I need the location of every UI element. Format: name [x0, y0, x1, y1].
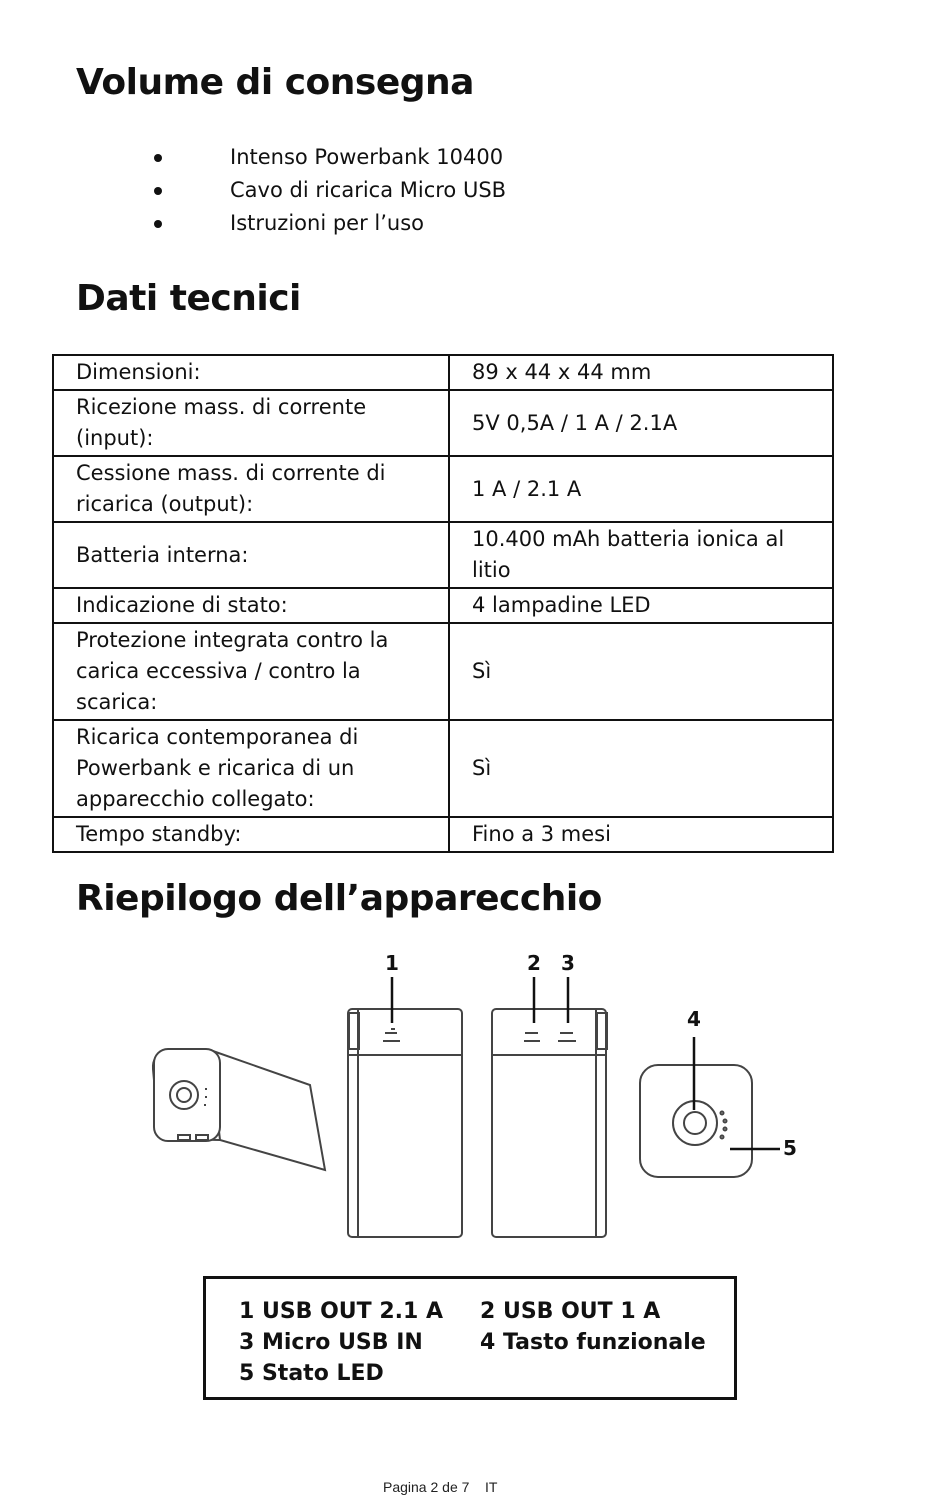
page-footer: Pagina 2 de 7 IT	[383, 1479, 498, 1495]
table-row	[53, 355, 833, 390]
list-item	[150, 141, 506, 174]
table-row	[53, 522, 833, 588]
spec-key: Indicazione di stato:	[53, 588, 449, 623]
legend-item: 1 USB OUT 2.1 A	[239, 1299, 443, 1324]
legend-item: 4 Tasto funzionale	[480, 1330, 706, 1355]
table-row	[53, 456, 833, 522]
powerbank-front-view	[640, 1065, 752, 1177]
device-overview-figure	[140, 945, 820, 1245]
legend-item: 3 Micro USB IN	[239, 1330, 423, 1355]
spec-key: Protezione integrata contro la carica eccessiva / contro la scarica:	[53, 623, 449, 720]
list-item	[150, 207, 506, 240]
table-row	[53, 588, 833, 623]
callout-3: 3	[561, 951, 575, 975]
list-item-text: Cavo di ricarica Micro USB	[230, 178, 507, 202]
powerbank-side-view-2	[492, 1009, 607, 1237]
delivery-list	[150, 141, 506, 240]
spec-value: 4 lampadine LED	[449, 588, 833, 623]
legend-item: 5 Stato LED	[239, 1361, 384, 1386]
spec-key: Ricarica contemporanea di Powerbank e ricarica di un apparecchio collegato:	[53, 720, 449, 817]
spec-value: 89 x 44 x 44 mm	[449, 355, 833, 390]
powerbank-side-view-1	[348, 1009, 462, 1237]
powerbank-angled-view	[153, 1049, 325, 1170]
spec-table	[52, 354, 834, 853]
table-row	[53, 720, 833, 817]
powerbank-illustration	[140, 945, 820, 1245]
table-row	[53, 817, 833, 852]
spec-value: 5V 0,5A / 1 A / 2.1A	[449, 390, 833, 456]
spec-value: Sì	[449, 720, 833, 817]
list-item-text: Intenso Powerbank 10400	[230, 145, 504, 169]
legend-box	[203, 1276, 737, 1400]
callout-5: 5	[783, 1136, 797, 1160]
list-item-text: Istruzioni per l’uso	[230, 211, 425, 235]
spec-key: Ricezione mass. di corrente (input):	[53, 390, 449, 456]
table-row	[53, 390, 833, 456]
spec-key: Tempo standby:	[53, 817, 449, 852]
spec-value: Fino a 3 mesi	[449, 817, 833, 852]
spec-key: Cessione mass. di corrente di ricarica (output):	[53, 456, 449, 522]
overview-heading: Riepilogo dell’apparecchio	[76, 878, 602, 919]
spec-value: 1 A / 2.1 A	[449, 456, 833, 522]
callout-1: 1	[385, 951, 399, 975]
delivery-heading: Volume di consegna	[76, 62, 474, 103]
spec-key: Dimensioni:	[53, 355, 449, 390]
bullet-icon	[154, 220, 162, 228]
callout-4: 4	[687, 1007, 701, 1031]
spec-value: 10.400 mAh batteria ionica al litio	[449, 522, 833, 588]
legend-item: 2 USB OUT 1 A	[480, 1299, 661, 1324]
bullet-icon	[154, 154, 162, 162]
tech-heading: Dati tecnici	[76, 278, 301, 319]
list-item	[150, 174, 506, 207]
spec-key: Batteria interna:	[53, 522, 449, 588]
table-row	[53, 623, 833, 720]
callout-2: 2	[527, 951, 541, 975]
bullet-icon	[154, 187, 162, 195]
spec-value: Sì	[449, 623, 833, 720]
